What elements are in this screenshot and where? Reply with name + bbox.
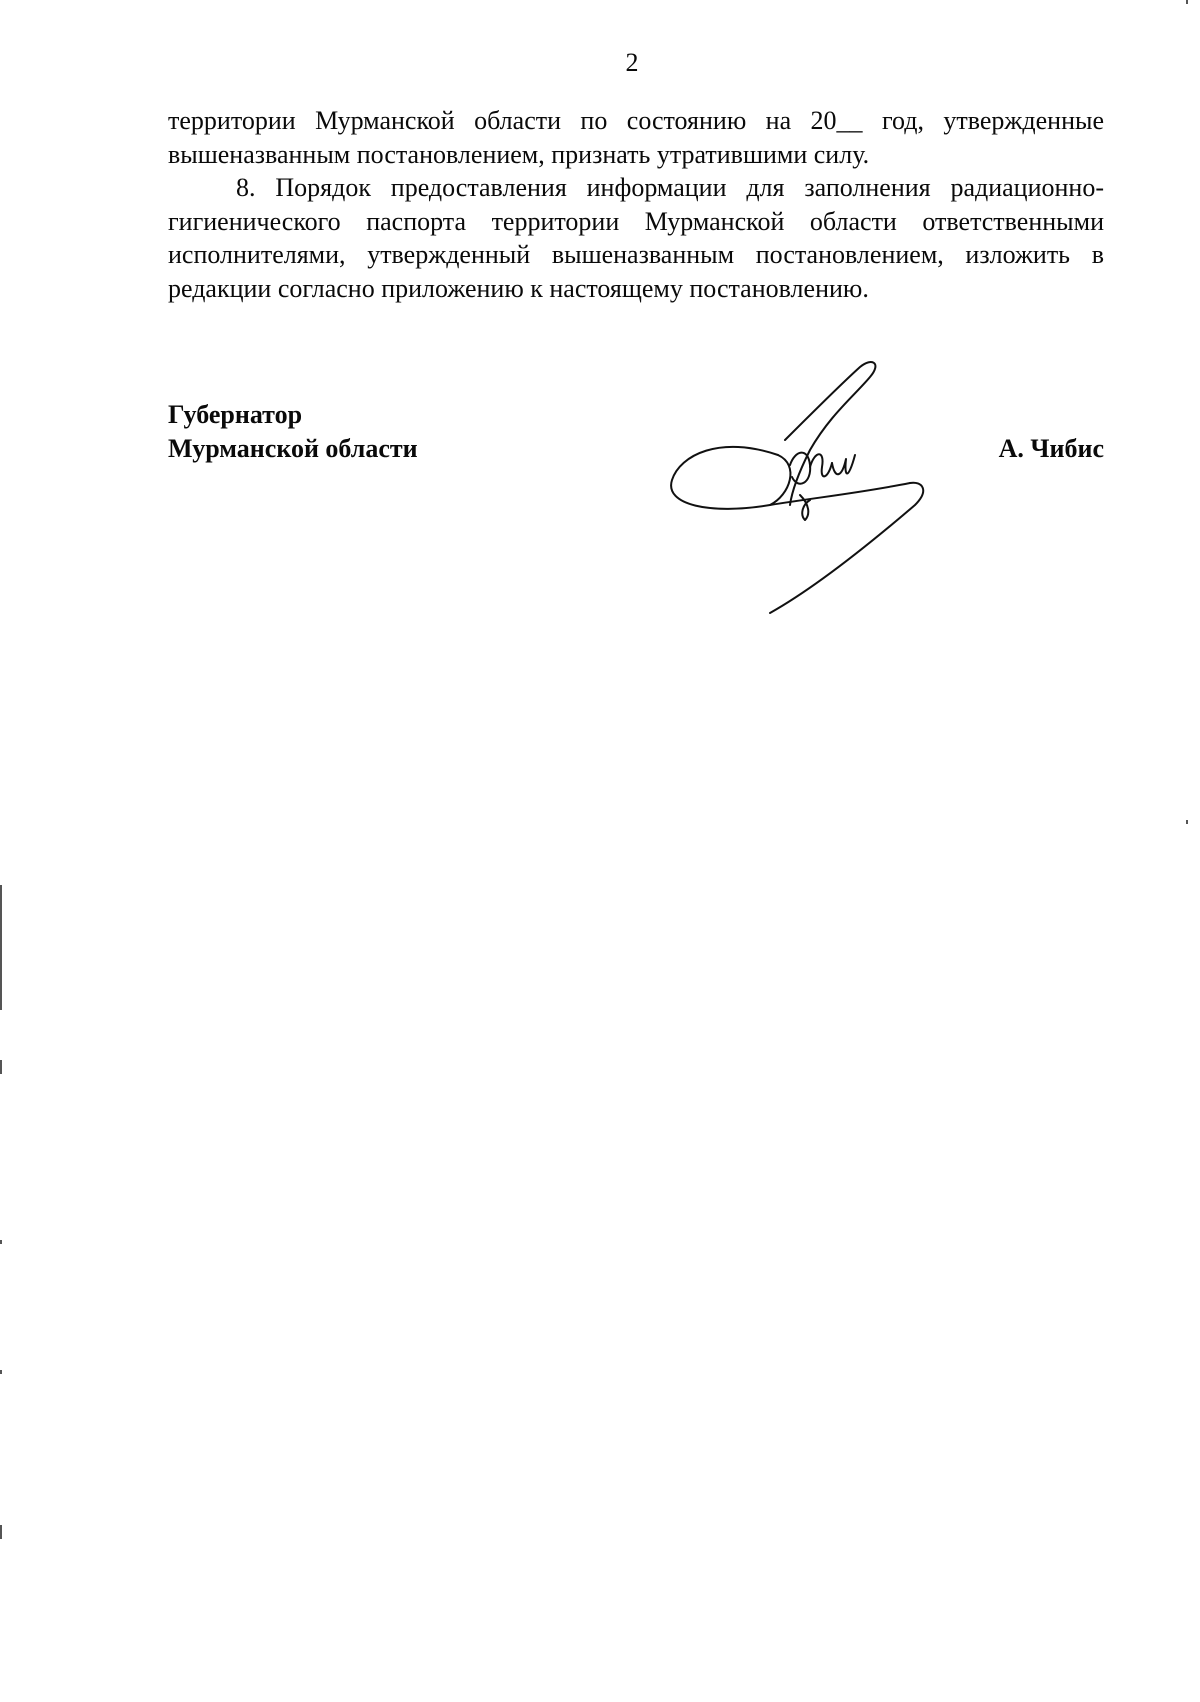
scan-margin-mark <box>0 1525 2 1539</box>
paragraph-continuation: территории Мурманской области по состоянию на 20__ год, утвержденные вышеназванным постановлением, признать утратившими силу. <box>168 106 1104 169</box>
signatory-title <box>168 398 418 466</box>
scan-margin-mark <box>0 885 2 1010</box>
scan-margin-mark <box>0 1240 2 1244</box>
page-number: 2 <box>625 48 639 77</box>
signatory-title-line-2: Мурманской области <box>168 434 418 463</box>
scan-margin-mark <box>1186 0 1188 4</box>
scan-margin-mark <box>1186 820 1188 824</box>
signatory-title-line-1: Губернатор <box>168 400 303 429</box>
scan-margin-mark <box>0 1370 2 1374</box>
handwritten-signature <box>660 355 960 625</box>
document-body <box>168 104 1104 305</box>
signatory-name: А. Чибис <box>998 434 1104 463</box>
scan-margin-mark <box>0 1060 2 1074</box>
paragraph-item-8: 8. Порядок предоставления информации для заполнения радиационно-гигиенического паспорта территории Мурманской области ответственными исполнителями, утвержденный вышеназванным постановлением, изложить в редакции согласно приложению к настоящему постановлению. <box>168 173 1104 303</box>
